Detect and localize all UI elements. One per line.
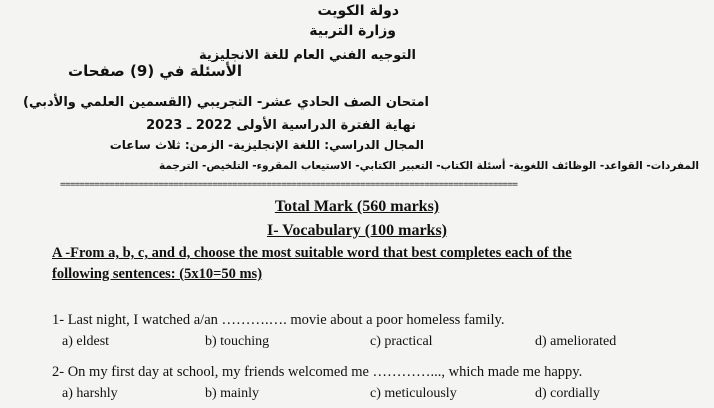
question-1-option-a[interactable]: a) eldest (62, 334, 110, 349)
question-1-option-d[interactable]: d) ameliorated (535, 334, 617, 349)
header-department: التوجيه الفني العام للغة الانجليزية (199, 48, 416, 63)
header-country: دولة الكويت (317, 3, 399, 19)
question-2-option-a[interactable]: a) harshly (62, 386, 118, 401)
instruction-line-2: following sentences: (5x10=50 ms) (52, 266, 263, 282)
header-term: نهاية الفترة الدراسية الأولى 2022 ـ 2023 (146, 118, 416, 133)
question-2-option-c[interactable]: c) meticulously (370, 386, 457, 401)
question-1-text: 1- Last night, I watched a/an ……….…. movie about a poor homeless family. (52, 312, 505, 328)
header-ministry: وزارة التربية (309, 23, 396, 39)
header-separator: ============================================================================================= (60, 180, 518, 190)
header-pages-note: الأسئلة في (9) صفحات (68, 62, 243, 80)
question-1-option-c[interactable]: c) practical (370, 334, 433, 349)
header-sections: المفردات- القواعد- الوظائف اللغوية- أسئلة الكتاب- التعبير الكتابي- الاستيعاب المقروء- التلخيص- الترجمة (158, 160, 699, 172)
header-exam-title: امتحان الصف الحادي عشر- التجريبي (القسمين العلمي والأدبي) (23, 95, 429, 110)
question-1-option-b[interactable]: b) touching (205, 334, 270, 349)
question-2-text: 2- On my first day at school, my friends welcomed me …………..., which made me happy. (52, 364, 583, 380)
question-2-option-b[interactable]: b) mainly (205, 386, 260, 401)
header-subject-time: المجال الدراسي: اللغة الإنجليزية- الزمن: ثلاث ساعات (109, 138, 424, 152)
total-mark: Total Mark (560 marks) (274, 198, 440, 215)
instruction-line-1: A -From a, b, c, and d, choose the most suitable word that best completes each of the (52, 245, 572, 261)
section-title: I- Vocabulary (100 marks) (266, 222, 447, 239)
question-2-option-d[interactable]: d) cordially (535, 386, 600, 401)
